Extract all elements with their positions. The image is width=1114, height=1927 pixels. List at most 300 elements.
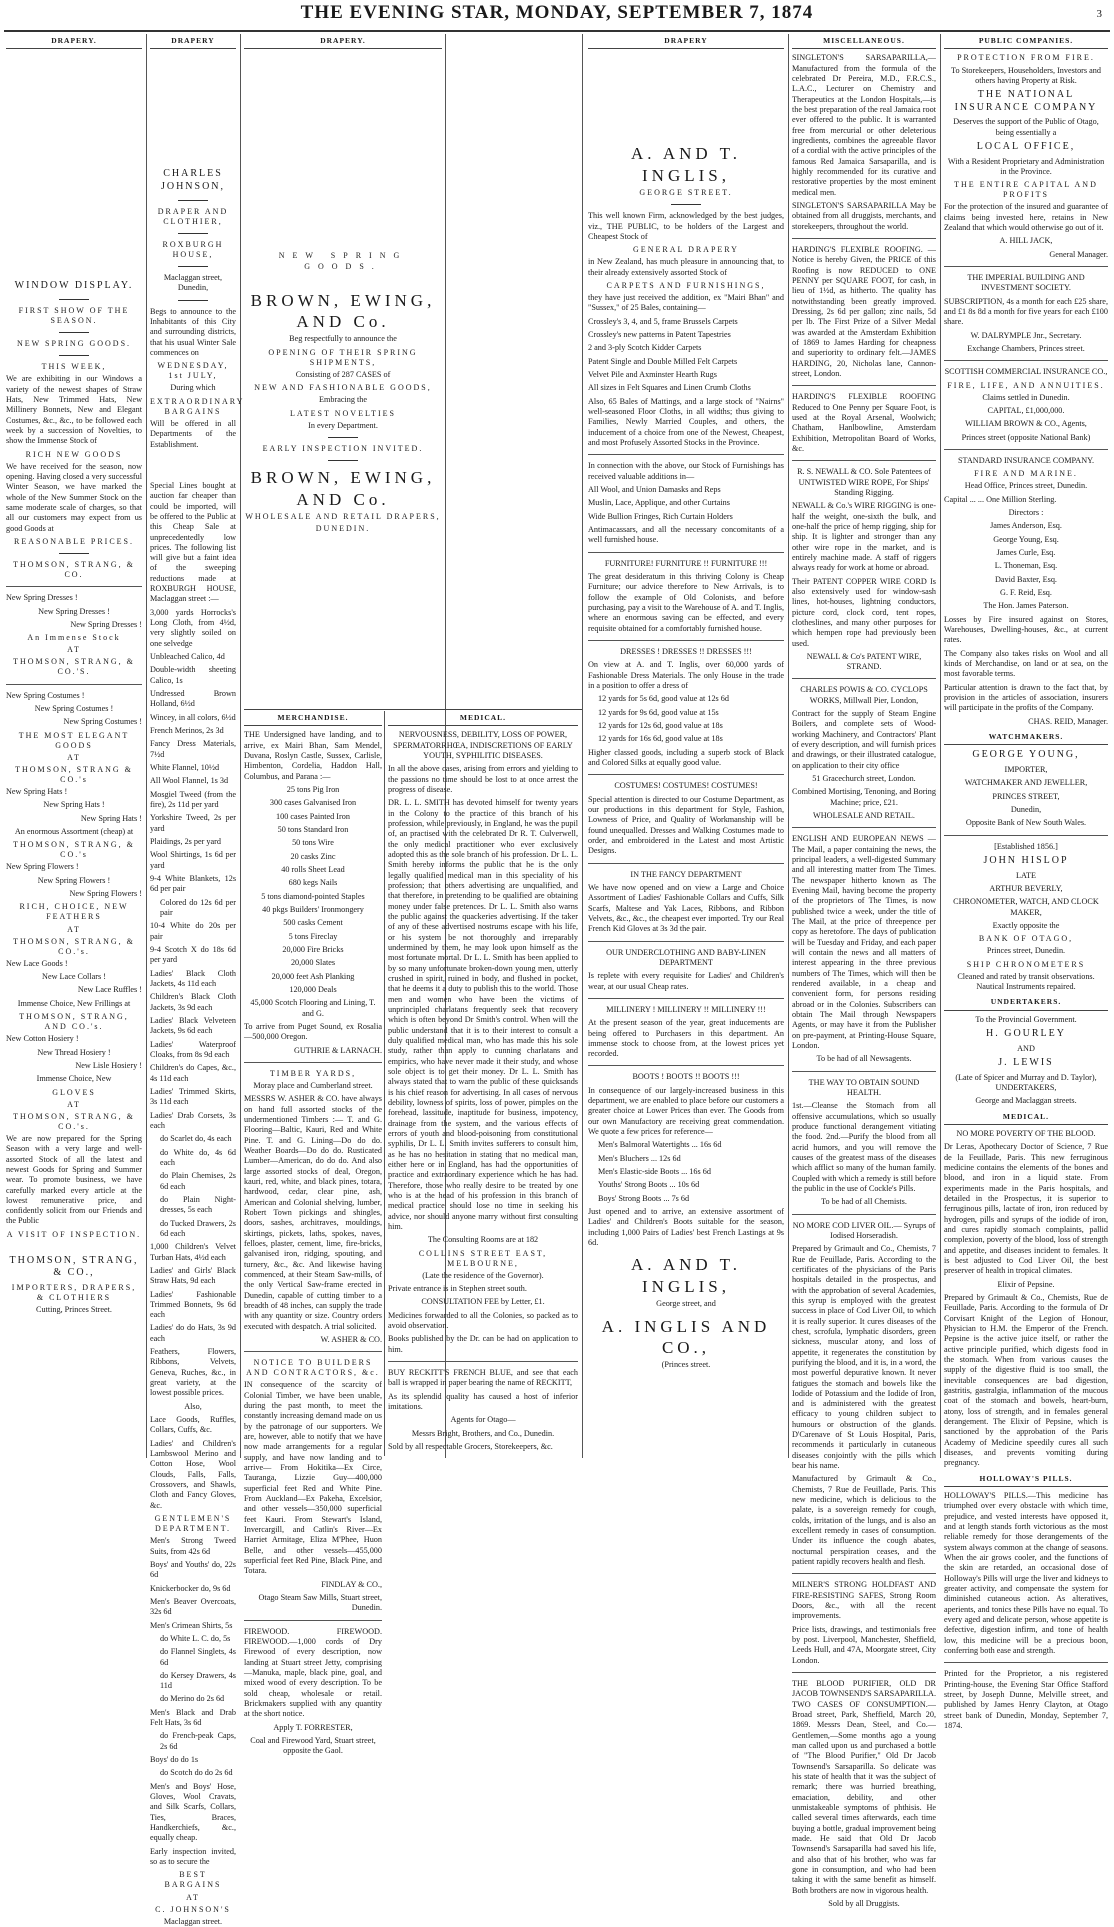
signature: Sold by all Druggists.	[828, 1898, 900, 1908]
ad-body: HARDING'S FLEXIBLE ROOFING. —Notice is hereby Given, the PRICE of this Roofing is now REDUCED to ONE PENNY per SQUARE FOOT, for cash, in lieu of 1½d, as hitherto. The quality has notwithstanding been greatly improved. Dressing, 2s 6d per gallon; zinc nails, 5d per lb. The First Prize of a Silver Medal was awarded at the Amsterdam Exhibition of 1869 to James Harding for cheapness and superiority to ordinary felt.—JAMES HARDING, 20, Nicholas lane, Cannon-street, London.	[792, 245, 936, 378]
ad-line: FIRE, LIFE, AND ANNUITIES.	[947, 380, 1105, 390]
list-item: Crossley's new patterns in Patent Tapestries	[588, 330, 731, 340]
ad-line: OPENING OF THEIR SPRING SHIPMENTS,	[268, 347, 418, 367]
ad-line: New Spring Costumes !	[6, 690, 85, 700]
ad-title: IN THE FANCY DEPARTMENT	[630, 869, 742, 879]
list-item: Men's Bluchers ... 12s 6d	[598, 1153, 681, 1163]
list-item: Wide Bullion Fringes, Rich Curtain Holders	[588, 511, 733, 521]
ad-line: New Spring Flowers !	[69, 889, 142, 899]
list-item: Feathers, Flowers, Ribbons, Velvets, Geneva, Ruches, &c., in great variety, at the lowest possible prices.	[150, 1347, 236, 1398]
ad-body: SINGLETON'S SARSAPARILLA,— Manufactured from the formula of the celebrated Dr Pereira, M.D., F.R.C.S., L.A.C., Lecturer on Chemistry and Therapeutics at the London Hospitals,—is the best preparation of the real Jamaica root ever offered to the public. It is warranted free from mercurial or other deleterious ingredients, combines the agreeable flavor of a cordial with the active principles of the famous Red Jamaica Sarsaparilla, and is highly recommended for its curative and restorative properties by the most eminent medical men.	[792, 53, 936, 197]
ad-address: Cutting, Princes Street.	[36, 1305, 112, 1315]
list-item: 3,000 yards Horrocks's Long Cloth, from 4½d, very slightly soiled on one selvedge	[150, 607, 236, 648]
section-rule	[244, 709, 582, 710]
ad-line: CHRONOMETER, WATCH, AND CLOCK MAKER,	[953, 897, 1099, 917]
ad-address: George street, and	[656, 1299, 716, 1309]
list-item: Men's Crimean Shirts, 5s	[150, 1620, 233, 1630]
signature: To be had of all Newsagents.	[816, 1054, 912, 1064]
ad-line: A VISIT OF INSPECTION.	[6, 1229, 142, 1239]
section-header: DRAPERY	[150, 34, 236, 49]
section-header: WATCHMAKERS.	[944, 730, 1108, 745]
list-item: 12 yards for 12s 6d, good value at 18s	[598, 720, 723, 730]
list-item: 100 cases Painted Iron	[276, 811, 350, 821]
list-item: 40 pkgs Builders' Ironmongery	[262, 905, 364, 915]
item-list	[244, 785, 382, 1019]
list-item: do White do, 4s 6d each	[160, 1147, 236, 1167]
ad-line: New Spring Flowers !	[37, 875, 111, 885]
ad-body: Particular attention is drawn to the fact that, by provision in the articles of association, insurers will participate in the profits of the Company.	[944, 682, 1108, 713]
list-item: do Scarlet do, 4s each	[160, 1134, 232, 1144]
ad-body: At the present season of the year, great inducements are being offered to Purchasers in this department. An immense stock to choose from, at the lowest prices yet recorded.	[588, 1018, 784, 1059]
ad-line: GLOVES	[52, 1087, 96, 1097]
column-rule	[146, 34, 147, 1458]
ad-line: IMPORTERS, DRAPERS, & CLOTHIERS	[11, 1283, 137, 1303]
list-item: David Baxter, Esq.	[995, 574, 1057, 584]
ad-line: DRAPER AND CLOTHIER,	[157, 206, 229, 226]
firm-name: THOMSON, STRANG, & CO.'s.	[13, 1111, 135, 1131]
ad-address: 51 Gracechurch street, London.	[812, 774, 916, 784]
column-drapery-4	[588, 34, 784, 1456]
list-item: Wool Shirtings, 1s 6d per yard	[150, 850, 236, 870]
ad-line: AT	[67, 645, 81, 655]
ad-title: NERVOUSNESS, DEBILITY, LOSS OF POWER, SPERMATORRHŒA, INDISCRETIONS OF EARLY YOUTH, SYPHILITIC DISEASES.	[393, 730, 573, 761]
column-drapery-2	[150, 34, 245, 1926]
item-list	[588, 317, 784, 394]
firm-name-large: A. AND T. INGLIS,	[631, 144, 741, 185]
ad-address: COLLINS STREET EAST, MELBOURNE,	[418, 1248, 548, 1268]
ad-body: In all the above cases, arising from errors and yielding to the passions no time should be lost to at once arrest the progress of disease.	[388, 764, 578, 795]
ad-line: An Immense Stock	[27, 633, 121, 643]
list-item: Children's do Capes, &c., 4s 11d each	[150, 1063, 236, 1083]
list-item: 10-4 White do 20s per pair	[150, 921, 236, 941]
ad-body: We have now opened and on view a Large and Choice Assortment of Ladies' Fashionable Collars and Cuffs, Silk Scarfs, Maltese and Yak Laces, Ribbons, and Ribbon Velvets, &c., &c., the cheapest ever imported. Try our Real French Kid Gloves at 3s 3d the pair.	[588, 882, 784, 934]
ad-body: in New Zealand, has much pleasure in announcing that, to their already extensively assorted Stock of	[588, 257, 784, 277]
ad-line: New Lace Collars !	[42, 972, 106, 982]
ad-body: The Company also takes risks on Wool and all kinds of Merchandise, on land or at sea, on the most favorable terms.	[944, 648, 1108, 679]
list-item: 5 tons diamond-pointed Staples	[261, 891, 365, 901]
column-rule	[788, 34, 789, 1458]
list-item: The Hon. James Paterson.	[983, 601, 1069, 611]
ad-line: ARTHUR BEVERLY,	[989, 883, 1063, 893]
ad-line: Immense Choice, New	[36, 1074, 112, 1084]
ad-body: With a Resident Proprietary and Administration in the Province.	[947, 156, 1105, 176]
section-header: HOLLOWAY'S PILLS.	[944, 1472, 1108, 1487]
ad-line: TIMBER YARDS,	[269, 1068, 357, 1078]
list-item: Ladies' Waterproof Cloaks, from 8s 9d each	[150, 1039, 236, 1059]
list-item: 680 kegs Nails	[288, 878, 338, 888]
list-item: do Plain Chemises, 2s 6d each	[160, 1171, 236, 1191]
list-item: Muslin, Lace, Applique, and other Curtains	[588, 498, 730, 508]
list-item: All Wool Flannel, 1s 3d	[150, 776, 229, 786]
ad-line: Embracing the	[319, 395, 367, 405]
column-rule	[940, 34, 941, 1458]
signature: Apply T. FORRESTER,	[273, 1722, 353, 1732]
ad-line: WHOLESALE AND RETAIL.	[813, 811, 915, 821]
list-item: do Plain Night-dresses, 5s each	[160, 1194, 236, 1215]
ad-title: WINDOW DISPLAY.	[14, 280, 134, 292]
ad-line: GENTLEMEN'S DEPARTMENT.	[154, 1514, 232, 1534]
list-item: 25 tons Pig Iron	[286, 785, 340, 795]
ad-body: In connection with the above, our Stock of Furnishings has received valuable additions in—	[588, 461, 784, 481]
ad-line: New Spring Hats !	[80, 813, 142, 823]
section-header: DRAPERY	[588, 34, 784, 49]
list-item: G. F. Reid, Esq.	[1000, 588, 1052, 598]
ad-address: Otago Steam Saw Mills, Stuart street, Dunedin.	[258, 1592, 382, 1613]
list-item: 2 and 3-ply Scotch Kidder Carpets	[588, 343, 702, 353]
ad-body: Price lists, drawings, and testimonials free by post. Liverpool, Manchester, Sheffield, Leeds Hull, and 47A, Moorgate street, City London.	[792, 1624, 936, 1665]
ad-address: (Princes street.	[661, 1360, 711, 1370]
ad-title: DRESSES ! DRESSES !! DRESSES !!!	[620, 646, 752, 656]
ad-address: Exchange Chambers, Princes street.	[967, 344, 1085, 354]
price-list	[150, 1536, 236, 1844]
list-item: Unbleached Calico, 4d	[150, 652, 225, 662]
list-item: French Merinos, 2s 3d	[150, 726, 224, 736]
ad-line: EARLY INSPECTION INVITED.	[262, 444, 424, 454]
ad-line: THE MOST ELEGANT GOODS	[18, 730, 130, 750]
ad-line: New Spring Hats !	[43, 800, 105, 810]
ad-body: To arrive from Puget Sound, ex Rosalia —500,000 Oregon.	[244, 1021, 382, 1042]
ad-line: New Spring Dresses !	[70, 619, 142, 629]
ad-address: Maclaggan street, Dunedin,	[163, 272, 223, 293]
ad-body: Private entrance is in Stephen street south.	[388, 1284, 527, 1293]
ad-address: George and Maclaggan streets.	[975, 1096, 1077, 1106]
ad-line: THIS WEEK,	[41, 362, 107, 372]
ad-title: COSTUMES! COSTUMES! COSTUMES!	[614, 781, 758, 791]
list-item: Ladies' Trimmed Skirts, 3s 11d each	[150, 1086, 236, 1107]
ad-line: In every Department.	[308, 420, 378, 430]
list-item: Antimacassars, and all the necessary concomitants of a well furnished house.	[588, 525, 784, 545]
firm-name-large: A. AND T. INGLIS,	[631, 1255, 741, 1296]
list-item: Youths' Strong Boots ... 10s 6d	[598, 1180, 700, 1190]
list-item: do Tucked Drawers, 2s 6d each	[160, 1218, 236, 1238]
list-item: do Merino do 2s 6d	[160, 1694, 225, 1704]
signature: FINDLAY & CO.,	[321, 1579, 382, 1589]
item-list	[588, 1140, 784, 1204]
ad-line: New Spring Flowers !	[6, 862, 79, 872]
ad-body: Cleaned and rated by transit observations. Nautical Instruments repaired.	[957, 971, 1095, 992]
column-drapery-1	[6, 34, 142, 1456]
ad-line: CAPITAL, £1,000,000.	[987, 406, 1065, 416]
list-item: 20,000 Slates	[290, 958, 336, 968]
ad-line: LATE	[1015, 870, 1036, 880]
list-item: Children's Black Cloth Jackets, 3s 9d each	[150, 992, 236, 1012]
list-item: Ladies' and Children's Lambswool Merino and Cotton Hose, Wool Clouds, Falls, Falls, Crossovers, and Shawls, Cloth and Fancy Gloves, &c.	[150, 1438, 236, 1510]
list-item: Fancy Dress Materials, 7½d	[150, 739, 236, 759]
item-list	[588, 694, 784, 744]
ad-title: BOOTS ! BOOTS !! BOOTS !!!	[632, 1072, 740, 1082]
ad-body: Their PATENT COPPER WIRE CORD Is also extensively used for window-sash lines, hot-houses, lightning conductors, picture cord, clock cord, tent ropes, clotheslines, and many other purposes for which hempen rope had previously been used.	[792, 576, 936, 648]
list-item: White Flannel, 10½d	[150, 763, 220, 773]
price-list	[150, 608, 236, 1511]
ad-body: We have received for the season, now opening. Having closed a very successful Winter Season, we have marked the whole of the New Summer Stock on the same moderate scale of charges, so that all our customers may expect from us good Goods at	[6, 461, 142, 533]
ad-line: To Storekeepers, Householders, Investors and others having Property at Risk.	[951, 65, 1101, 85]
ad-title: NO MORE COD LIVER OIL.— Syrups of Iodised Horseradish.	[792, 1220, 936, 1240]
list-item: 45,000 Scotch Flooring and Lining, T. and G.	[250, 998, 376, 1018]
ad-body: We are exhibiting in our Windows a variety of the newest shapes of Straw Hats, New Trimmed Hats, New Millinery Bonnets, New and Elegant Costumes, &c., &c., to be followed each week by a succession of Novelties, to show the Immense Stock of	[6, 374, 142, 446]
list-item: Crossley's 3, 4, and 5, frame Brussels Carpets	[588, 316, 738, 326]
ad-address: Princes street, Dunedin.	[986, 946, 1066, 956]
ad-title: PROTECTION FROM FIRE.	[957, 53, 1095, 63]
ad-line: Dunedin,	[1010, 805, 1042, 815]
ad-body: Higher classed goods, including a superb stock of Black and Colored Silks at equally good value.	[588, 747, 784, 767]
ad-body: NEWALL & Co.'s WIRE RIGGING is one-half the weight, one-sixth the bulk, and one-half the price of hemp rigging, ship for ship. It is lighter and stronger than any other wire rope in the market, and is entirely machine made. A staff of riggers always ready for work at home or abroad.	[792, 501, 936, 573]
ad-body: Also, 65 Bales of Mattings, and a large stock of "Nairns" well-seasoned Floor Cloths, in all widths; thus giving to Families, Newly Married Couples, and others, the inducement of a choice from one of the Newest, Cheapest, and most Profusely Assorted Stocks in the Province.	[588, 396, 784, 448]
column-merchandise	[244, 711, 382, 1756]
ad-line: New Spring Costumes !	[34, 703, 114, 713]
firm-name-large: CHARLES JOHNSON,	[160, 168, 226, 193]
ad-line: New Lace Ruffles !	[77, 985, 142, 995]
ad-line: Consisting of 287 CASES of	[295, 369, 391, 379]
list-item: Men's Balmoral Watertights ... 16s 6d	[598, 1140, 722, 1150]
list-item: James Curle, Esq.	[996, 548, 1056, 558]
column-rule	[384, 711, 385, 1456]
section-header: MERCHANDISE.	[244, 711, 382, 726]
list-item: George Young, Esq.	[993, 534, 1059, 544]
ad-line: During which	[170, 383, 216, 393]
ad-line: CONSULTATION FEE by Letter, £1.	[421, 1297, 545, 1307]
ad-body: Special Lines bought at auction far cheaper than could be imported, will be offered to the Public at this Cheap Sale at unprecedentedly low prices. The following list will give but a faint idea of the sweeping reductions made at ROXBURGH HOUSE, Maclaggan street :—	[150, 480, 236, 604]
list-item: 50 tons Wire	[292, 838, 334, 848]
ad-body: On view at A. and T. Inglis, over 60,000 yards of Fashionable Dress Materials. The only House in the trade in a position to offer a dress of	[588, 660, 784, 690]
ad-body: Sold by all respectable Grocers, Storekeepers, &c.	[388, 1441, 553, 1451]
ad-body: Special attention is directed to our Costume Department, as our productions in this department for Style, Fashion, Lowness of Price, and Quality of Workmanship will be found unequalled. Dresses and Walking Costumes made to order, and embroidered in the Latest and most Artistic Designs.	[588, 794, 784, 856]
ad-body: Dr Leras, Apothecary Doctor of Science, 7 Rue de la Feuillade, Paris. This new ferruginous medicine contains the elements of the bones and blood, and iron in a liquid state. From experiments made in the Paris hospitals, and detailed in the Prospectus, it is superior to ferruginous pills, lactate of iron, iron reduced by hydrogen, pills and syrups of the iodide of iron, and cures rapidly stomach complaints, pallid complexion, poverty of the blood, loss of strength and appetite, and diseases incident to females. It is best adjusted to Cod Liver Oil, the best preserver of health in tropical climates.	[944, 1142, 1108, 1276]
ad-line: REASONABLE PRICES.	[13, 537, 134, 547]
ad-body: 1st.—Cleanse the Stomach from all offensive accumulations, which so usually produce functional derangement vitiating the food. 2nd.—Purify the blood from all acrid humors, and you will remove the causes of the greatest mass of the diseases which afflict so many of the human family. Coupled with which a remedy is still before the public in the use of Cockle's Pills.	[792, 1101, 936, 1193]
ad-line: New Lace Goods !	[6, 958, 68, 968]
ad-body: DR. L. L. SMITH has devoted himself for twenty years in the Colony to the practice of this branch of his profession, while previously, in England, he was the pupil of, an practised with the celebrated Dr R. T. Culverwell, the only medical practitioner who ever exclusively adopted this as the sole branch of his profession. Dr L. L. Smith hereby informs the public that he is the only legally qualified medical man in this speciality of his profession; that others advertising are unqualified, and that therefore, in pretending to be qualified are obtaining money under false pretences. Dr L. L. Smith also warns the public against the quackeries advertising. If the taker of any of these advertised nostrums escape with his life, or his system be not thoroughly and irreparably undermined by them, he may look upon himself as the most fortunate mortal. Dr L. L. Smith has been applied to by so many unfortunate broken-down young men, utterly crushed in spirit, ruined in body, and flushed in pocket, that he deems it a duty to publish this to the world. Those men and women who have been the victims of unprincipled charlatans frequently seek that recovery which is often beyond Dr Smith's control. When will the public understand that it is to their interest to consult a duly qualified medical man, who has made this his sole study, rather than apply to cunning charlatans and empirics, who have never made it their study, and whose sole object is to get their money. Dr L. L. Smith has always stated that to warn the public of these quicksands is his chief reason for advertising. In all cases of nervous debility, lowness of spirits, loss of power, pimples on the forehead, lassitude, inaptitude for business, impotency, drainage from the system, and the various effects of errors of youth and blood-poisoning from constitutional syphilis, Dr L. L. Smith invites sufferers to consult him, as he has no hesitation in stating that no medical man, either here or in England, has had the opportunities of practice and extraordinary experience which he has had. Therefore, those who really desire to be treated by one who is at the head of his profession in this branch of medical practice should lose no time in seeking his advice, nor should anyone marry without first consulting him.	[388, 798, 578, 1231]
ad-body: ENGLISH AND EUROPEAN NEWS —The Mail, a paper containing the news, the principal leaders, a well-digested Summary and all interesting matter from The Times. The newspaper hitherto known as The Evening Mail, having become the property of the proprietors of The Times, is now published twice a week, under the title of The Mail, at the price of threepence per copy as heretofore. The days of publication will be Tuesday and Friday, and each paper will contain the news and all matters of interest appearing in the three previous numbers of The Times, which will then be rendered available, in a cheap and convenient form, for persons residing abroad or in the Colonies. Subscribers can obtain The Mail through Newspapers Agents, or may have it from the Publisher on pre-payment, at Printing-House Square, London.	[792, 834, 936, 1050]
list-item: 50 tons Standard Iron	[277, 825, 349, 835]
list-item: 12 yards for 16s 6d, good value at 18s	[598, 734, 723, 744]
column-rule	[582, 34, 583, 1458]
ad-title: SCOTTISH COMMERCIAL INSURANCE CO.,	[944, 367, 1108, 377]
ad-line: New Cotton Hosiery !	[6, 1034, 79, 1044]
list-item: Boys' and Youths' do, 22s 6d	[150, 1559, 236, 1580]
list-item: Mosgiel Tweed (from the fire), 2s 11d per yard	[150, 789, 236, 810]
list-item: Wincey, in all colors, 6½d	[150, 712, 236, 722]
masthead-title: THE EVENING STAR, MONDAY, SEPTEMBER 7, 1874	[300, 2, 814, 23]
ad-line: WATCHMAKER AND JEWELLER,	[964, 778, 1088, 788]
ad-body: HARDING'S FLEXIBLE ROOFING Reduced to One Penny per Square Foot, is used at the Royal Arsenal, Woolwich; Chatham, Hanlbowline, Amsterdam Exhibition, Metropolitan Board of Works, &c.	[792, 392, 936, 453]
firm-name-large: THE NATIONAL INSURANCE COMPANY	[954, 89, 1098, 113]
ad-body: We are now prepared for the Spring Season with a very large and well-assorted Stock of all the latest and newest Goods for Spring and Summer wear. To promote business, we have carefully marked every article at the lowest remunerative price, and confidently solicit from our Friends and the Public	[6, 1133, 142, 1226]
ad-line: Combined Mortising, Tenoning, and Boring Machine; price, £21.	[792, 787, 936, 807]
firm-name: C. JOHNSON'S	[155, 1904, 231, 1914]
ad-line: IMPORTER,	[1004, 765, 1048, 775]
firm-name-large: BROWN, EWING, AND Co.	[250, 468, 436, 509]
ad-title: MILLINERY ! MILLINERY !! MILLINERY !!!	[606, 1004, 766, 1014]
ad-line: (Late of Spicer and Murray and D. Taylor), UNDERTAKERS,	[955, 1072, 1097, 1093]
firm-name: THOMSON, STRANG & CO.'s	[15, 764, 133, 784]
ad-line: Elixir of Pepsine.	[997, 1279, 1055, 1289]
firm-name-large: THOMSON, STRANG, & CO.,	[9, 1254, 139, 1279]
ad-body: Books published by the Dr. can be had on application to him.	[388, 1334, 578, 1354]
list-item: Velvet Pile and Axminster Hearth Rugs	[588, 370, 717, 380]
ad-line: ROXBURGH HOUSE,	[162, 239, 224, 259]
list-item: do White L. C. do, 5s	[160, 1633, 231, 1643]
ad-line: FIRE AND MARINE.	[974, 469, 1078, 479]
ad-subtitle: FIRST SHOW OF THE SEASON.	[18, 306, 130, 326]
ad-line: Beg respectfully to announce the	[289, 334, 397, 344]
ad-line: Exactly opposite the	[992, 920, 1060, 930]
ad-line: An enormous Assortment (cheap) at	[14, 826, 134, 836]
ad-body: they have just received the addition, ex "Mairi Bhan" and "Sussex," of 25 Bales, containing—	[588, 293, 784, 313]
list-item: Undressed Brown Holland, 6½d	[150, 689, 236, 709]
list-item: Boys' do do 1s	[150, 1755, 199, 1765]
ad-line: GENERAL DRAPERY	[633, 245, 739, 255]
list-item: do Flannel Singlets, 4s 6d	[160, 1647, 236, 1667]
list-item: Boys' Strong Boots ... 7s 6d	[598, 1193, 690, 1203]
list-item: Patent Single and Double Milled Felt Carpets	[588, 356, 738, 366]
ad-line: LATEST NOVELTIES	[290, 408, 396, 418]
ad-line: Directors :	[1008, 508, 1044, 518]
column-public-companies	[944, 34, 1108, 1730]
firm-name: THOMSON, STRANG, & CO.'S.	[13, 657, 135, 677]
ad-line: BANK OF OTAGO,	[978, 934, 1074, 944]
list-item: 12 yards for 9s 6d, good value at 15s	[598, 707, 719, 717]
list-item: Ladies' Black Velveteen Jackets, 9s 6d each	[150, 1015, 236, 1036]
ad-line: CARPETS AND FURNISHINGS,	[606, 281, 766, 291]
ad-line: DUNEDIN.	[315, 524, 371, 533]
ad-line: New Spring Hats !	[6, 786, 68, 796]
list-item: Plaidings, 2s per yard	[150, 837, 221, 847]
list-item: Lace Goods, Ruffles, Collars, Cuffs, &c.	[150, 1415, 236, 1435]
list-item: Men's Black and Drab Felt Hats, 3s 6d	[150, 1707, 236, 1728]
ad-title: THE WAY TO OBTAIN SOUND HEALTH.	[808, 1077, 920, 1097]
ad-line: Head Office, Princes street, Dunedin.	[964, 481, 1088, 491]
list-item: Ladies' Black Cloth Jackets, 4s 11d each	[150, 968, 236, 988]
ad-line: AT	[186, 1892, 200, 1902]
ad-line: New Lisle Hosiery !	[75, 1060, 142, 1070]
list-item: Knickerbocker do, 9s 6d	[150, 1583, 231, 1593]
list-item: Double-width sheeting Calico, 1s	[150, 665, 236, 685]
ad-body: Deserves the support of the Public of Otago, being essentially a	[953, 117, 1099, 137]
ad-line: NEW SPRING GOODS.	[278, 251, 408, 271]
list-item: 9-4 White Blankets, 12s 6d per pair	[150, 874, 236, 894]
signature: W. DALRYMPLE Jnr., Secretary.	[970, 330, 1082, 340]
ad-line: AT	[67, 752, 81, 762]
list-item: Yorkshire Tweed, 2s per yard	[150, 813, 236, 833]
ad-body: Will be offered in all Departments of the Establishment.	[150, 418, 236, 449]
list-item: Ladies' and Girls' Black Straw Hats, 9d each	[150, 1265, 236, 1286]
section-header: PUBLIC COMPANIES.	[944, 34, 1108, 49]
ad-line: New Spring Costumes !	[63, 717, 142, 727]
list-item: 5 tons Fireclay	[288, 931, 338, 941]
directors-list	[944, 521, 1108, 611]
signature: GUTHRIE & LARNACH.	[293, 1045, 382, 1055]
masthead-rule	[4, 30, 1110, 32]
ad-body: Prepared by Grimault & Co., Chemists, Rue de Feuillade, Paris. According to the formula of Dr Corvisart Knight of the Legion of Honour, Physician to H.M. the Emperor of the French. Pepsine is the active juice itself, or rather the active principle purified, which digests food in the stomach. When from various causes the supply of the digestive fluid is too small, the inevitable consequences are bad digestion, gastritis, gastralgia, inflammation of the mucous coat of the stomach and bowels, heart-burn, atony, loss of strength, and in females general derangement. The Elixir of Pepsine, which is sanctioned by the approbation of the Paris Academy of Medicine speedily cures all such diseases, and prevents vomiting during pregnancy.	[944, 1293, 1108, 1468]
ad-body: MILNER'S STRONG HOLDFAST AND FIRE-RESISTING SAFES, Strong Room Doors, &c., with all the recent improvements.	[792, 1580, 936, 1621]
ad-body: Early inspection invited, so as to secure the	[150, 1846, 236, 1867]
ad-body: Manufactured by Grimault & Co., Chemists, 7 Rue de Feuillade, Paris. This new medicine, which is delicious to the palate, is a sovereign remedy for cough, colds, irritation of the lungs, and is also an excellent remedy in cases of consumption. Under its influence the cough abates, nocturnal perspiration ceases, and the patient rapidly recovers health and flesh.	[792, 1474, 936, 1567]
firm-name-large: H. GOURLEY	[986, 1028, 1066, 1040]
ad-line: [Established 1856.]	[994, 841, 1058, 851]
list-item: Also,	[184, 1401, 202, 1411]
ad-line: THE ENTIRE CAPITAL AND PROFITS	[954, 180, 1098, 200]
column-rule	[240, 34, 241, 1458]
column-miscellaneous	[792, 34, 936, 1908]
ad-address: Maclaggan street.	[163, 1916, 223, 1926]
list-item: Ladies' do do Hats, 3s 9d each	[150, 1323, 236, 1343]
ad-line: NEW SPRING GOODS.	[16, 339, 132, 349]
section-header: MEDICAL.	[388, 711, 578, 726]
signature: W. ASHER & CO.	[320, 1334, 382, 1344]
ad-address: Princes street (opposite National Bank)	[961, 432, 1091, 442]
ad-title: OUR UNDERCLOTHING AND BABY-LINEN DEPARTMENT	[606, 947, 766, 967]
ad-body: Losses by Fire insured against on Stores, Warehouses, Dwelling-houses, &c., at current rates.	[944, 614, 1108, 645]
ad-title: FURNITURE! FURNITURE !! FURNITURE !!!	[604, 558, 768, 568]
list-item: 300 cases Galvanised Iron	[269, 798, 357, 808]
ad-line: AND	[1017, 1043, 1035, 1053]
section-header: MEDICAL.	[944, 1110, 1108, 1125]
ad-line: New Spring Dresses !	[38, 606, 110, 616]
imprint: Printed for the Proprietor, a nis registered Printing-house, the Evening Star Office Stafford street, by Joseph Dunne, Melville street, and published by James Henry Clayton, at Otago street bank of Dunedin, Monday, September 7, 1874.	[944, 1669, 1108, 1730]
ad-body: Just opened and to arrive, an extensive assortment of Ladies' and Children's Boots suitable for the season, including 1,000 Pairs of Ladies' best French Lastings at 9s 6d.	[588, 1207, 784, 1248]
firm-name: THOMSON, STRANG, & CO.	[13, 560, 135, 580]
ad-title: STANDARD INSURANCE COMPANY.	[957, 456, 1095, 466]
column-drapery-3	[244, 34, 442, 533]
ad-body: As its splendid quality has caused a host of inferior imitations.	[388, 1391, 578, 1411]
signature: CHAS. REID, Manager.	[1028, 716, 1108, 726]
ad-line: WEDNESDAY, 1st JULY,	[157, 361, 229, 381]
signature: WILLIAM BROWN & CO., Agents,	[965, 419, 1087, 429]
ad-title: THE IMPERIAL BUILDING AND INVESTMENT SOCIETY.	[967, 273, 1085, 293]
ad-body: In consequence of our largely-increased business in this department, we are enabled to place before our customers a greater choice at Lower Prices than ever. The Goods from our own Manufactory are receiving great commendation. We quote a few prices for reference—	[588, 1085, 784, 1137]
firm-name-large: BROWN, EWING, AND Co.	[250, 290, 436, 331]
ad-body: This well known Firm, acknowledged by the best judges, viz., THE PUBLIC, to be holders of the Largest and Cheapest Stock of	[588, 211, 784, 241]
ad-address: Coal and Firewood Yard, Stuart street, opposite the Gaol.	[250, 1735, 376, 1756]
section-header: UNDERTAKERS.	[944, 995, 1108, 1010]
ad-body: BUY RECKITT'S FRENCH BLUE, and see that each ball is wrapped in paper bearing the name of RECKITT,	[388, 1367, 578, 1388]
list-item: do French-peak Caps, 2s 6d	[160, 1731, 236, 1751]
section-header: MISCELLANEOUS.	[792, 34, 936, 49]
list-item: L. Thoneman, Esq.	[994, 561, 1058, 571]
ad-line: RICH NEW GOODS	[25, 449, 123, 459]
ad-body: Medicines forwarded to all the Colonies, so packed as to avoid observation.	[388, 1310, 578, 1330]
list-item: Men's Elastic-side Boots ... 16s 6d	[598, 1167, 711, 1177]
signature: NEWALL & Co's PATENT WIRE, STRAND.	[806, 651, 922, 672]
ad-address: GEORGE STREET.	[639, 188, 733, 198]
column-medical	[388, 711, 578, 1456]
firm-name-large: GEORGE YOUNG,	[972, 749, 1080, 761]
ad-line: Immense Choice, New Frillings at	[17, 998, 131, 1008]
list-item: 20,000 feet Ash Planking	[271, 971, 355, 981]
ad-line: AT	[67, 1099, 81, 1109]
firm-name: THOMSON, STRANG, AND CO.'s.	[19, 1012, 129, 1032]
ad-body: Prepared by Grimault and Co., Chemists, 7 Rue de Feuillade, Paris. According to the certificates of the physicians of the Paris hospitals detailed in the prospectus, and with the approbation of several Academies, this syrup is employed with the greatest success in place of Cod Liver Oil, to which it is really superior. It cures diseases of the chest, scrofula, lymphatic disorders, green sickness, muscular atony, and loss of appetite, it regenerates the constitution by purifying the blood, and it is, in a word, the most powerful depurative known. It never fatigues the stomach and bowels like the Iodide of Potassium and the Iodide of Iron, and is administered with the greatest efficacy to young children subject to humours or obstruction of the glands. D'Carenave of St Louis Hospital, Paris, recommends it particularly in cutaneous diseases conjointly with the pills which bear his name.	[792, 1244, 936, 1471]
ad-line: To the Provincial Government.	[975, 1014, 1077, 1024]
list-item: Men's and Boys' Hose, Gloves, Wool Cravats, and Silk Scarfs, Collars, Ties, Braces, Handkerchiefs, &c., equally cheap.	[150, 1781, 236, 1843]
section-header: DRAPERY.	[6, 34, 142, 49]
ad-body: For the protection of the insured and guarantee of claims being invested here, retains in New Zealand that which would otherwise go out of it.	[944, 202, 1108, 233]
ad-line: BEST BARGAINS	[164, 1870, 222, 1890]
ad-line: New Thread Hosiery !	[37, 1047, 111, 1057]
list-item: Colored do 12s 6d per pair	[160, 897, 236, 917]
ad-line: Capital ... ... One Million Sterling.	[944, 494, 1057, 504]
firm-name: THOMSON, STRANG, & CO.'s	[13, 840, 135, 860]
ad-body: SINGLETON'S SARSAPARILLA May be obtained from all druggists, merchants, and storekeepers, throughout the world.	[792, 201, 936, 231]
list-item: James Anderson, Esq.	[990, 521, 1062, 531]
firm-name: THOMSON, STRANG, & CO.'s.	[13, 936, 135, 956]
ad-address: Moray place and Cumberland street.	[253, 1081, 373, 1091]
ad-line: New Spring Dresses !	[6, 593, 78, 603]
firm-name-large: A. INGLIS AND CO.,	[601, 1316, 771, 1357]
ad-line: LOCAL OFFICE,	[976, 141, 1076, 153]
ad-body: IN consequence of the scarcity of Colonial Timber, we have been unable, during the past month, to meet the constantly increasing demand made on us by the patronage of our supporters. We are, however, able to notify that we have now made arrangements for a regular supply, and have now landing and to arrive— From Hokitika—Ex Circe, Tauranga, Lizzie Guy—400,000 superficial feet Red and White Pine. From Auckland—Ex Pakeha, Excelsior, and other vessels—350,000 superficial feet Kauri. From Stewart's Island, Invercargill, and Catlin's River—Ex Harriet Armitage, Eliza M'Phee, Huon Belle, and other vessels—455,000 superficial feet Red Pine, Black Pine, and Totara.	[244, 1380, 382, 1576]
firm-name-large: JOHN HISLOP	[983, 855, 1069, 867]
